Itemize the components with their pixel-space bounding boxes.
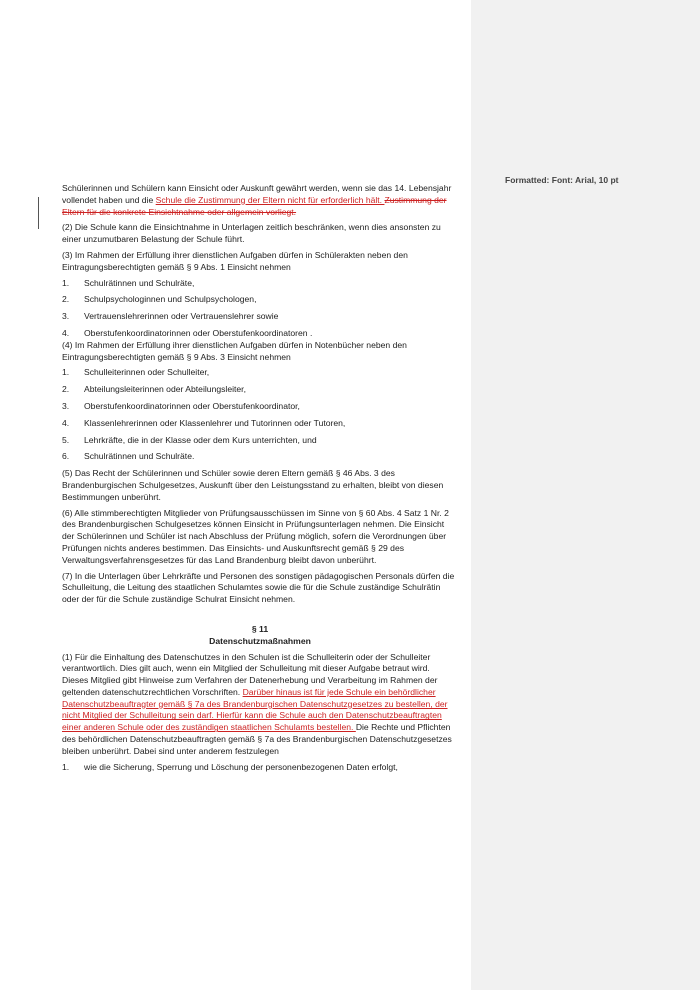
list-number: 4. xyxy=(62,417,70,428)
list-number: 6. xyxy=(62,451,70,462)
list-paragraph-3 xyxy=(62,278,458,340)
list-text: Oberstufenkoordinatorinnen oder Oberstufenkoordinator, xyxy=(84,400,300,411)
section-title: Datenschutzmaßnahmen xyxy=(209,635,311,646)
list-item xyxy=(62,294,458,306)
list-number: 2. xyxy=(62,384,70,395)
list-text: Schulrätinnen und Schulräte, xyxy=(84,277,195,288)
paragraph-5: (5) Das Recht der Schülerinnen und Schüler sowie deren Eltern gemäß § 46 Abs. 3 des Brandenburgischen Schulgesetzes, Auskunft über den Leistungsstand zu erhalten, bleibt von diesen Bestimmungen unberührt. xyxy=(62,468,444,502)
list-item xyxy=(62,311,458,323)
list-number: 5. xyxy=(62,434,70,445)
list-item xyxy=(62,278,458,290)
section-heading xyxy=(62,624,458,648)
section-text: (1) Für die Einhaltung des Datenschutzes in den Schulen ist die Schulleiterin oder der Schulleiter verantwortlich. Dies gilt auch, wenn ein Mitglied der Schulleitung mit dieser Aufgabe betraut wird. Dieses Mitglied gibt Hinweise zum Verfahren der Datenerhebung und Verarbeitung im Rahmen der geltenden datenschutzrechtlichen Vorschriften. xyxy=(62,651,438,697)
paragraph-6: (6) Alle stimmberechtigten Mitglieder von Prüfungsausschüssen im Sinne von § 60 Abs. 4 Satz 1 Nr. 2 des Brandenburgischen Schulgesetzes können Einsicht in Prüfungsunterlagen nehmen. Die Einsicht der Schülerinnen und Schüler ist nach Abschluss der Prüfung möglich, sofern die Verordnungen über Prüfungen nichts anderes bestimmen. Das Einsichts- und Auskunftsrecht gemäß § 29 des Verwaltungsverfahrensgesetzes für das Land Brandenburg bleibt davon unberührt. xyxy=(62,507,449,565)
document-body xyxy=(62,183,458,778)
paragraph-3: (3) Im Rahmen der Erfüllung ihrer dienstlichen Aufgaben dürfen in Schülerakten neben den Eintragungsberechtigten gemäß § 9 Abs. 1 Einsicht nehmen xyxy=(62,249,408,272)
list-text: Vertrauenslehrerinnen oder Vertrauenslehrer sowie xyxy=(84,311,279,322)
list-item xyxy=(62,328,458,340)
comment-margin-pane xyxy=(471,0,700,990)
list-text: Schulrätinnen und Schulräte. xyxy=(84,451,195,462)
list-item xyxy=(62,418,458,430)
change-bar xyxy=(38,197,39,229)
list-item xyxy=(62,384,458,396)
paragraph-11-1 xyxy=(62,652,458,758)
formatting-comment-label: Formatted: Font: Arial, 10 pt xyxy=(505,175,619,185)
list-text: Abteilungsleiterinnen oder Abteilungsleiter, xyxy=(84,384,246,395)
list-text: Schulpsychologinnen und Schulpsychologen, xyxy=(84,294,257,305)
tracked-insertion: Schule die Zustimmung der Eltern nicht für erforderlich hält. xyxy=(155,194,385,205)
list-number: 1. xyxy=(62,367,70,378)
list-number: 4. xyxy=(62,327,70,338)
list-number: 1. xyxy=(62,761,70,772)
intro-text: Schülerinnen und Schülern kann Einsicht oder Auskunft gewährt werden, wenn sie das 14. Lebensjahr vollendet haben und die xyxy=(62,183,452,205)
list-item xyxy=(62,451,458,463)
list-paragraph-4 xyxy=(62,367,458,463)
section-number: § 11 xyxy=(251,623,269,634)
list-number: 1. xyxy=(62,277,70,288)
list-text: Schulleiterinnen oder Schulleiter, xyxy=(84,367,210,378)
list-section-11 xyxy=(62,762,458,774)
list-item xyxy=(62,367,458,379)
list-number: 2. xyxy=(62,294,70,305)
list-text: Oberstufenkoordinatorinnen oder Oberstufenkoordinatoren . xyxy=(84,327,313,338)
section-text: Die Rechte und Pflichten des behördlichen Datenschutzbeauftragten gemäß § 7a des Brandenburgischen Datenschutzgesetzes bleiben unberührt. Dabei sind unter anderem festzulegen xyxy=(62,722,452,756)
list-item xyxy=(62,762,458,774)
list-number: 3. xyxy=(62,311,70,322)
list-text: Lehrkräfte, die in der Klasse oder dem Kurs unterrichten, und xyxy=(84,434,317,445)
list-number: 3. xyxy=(62,400,70,411)
tracked-deletion: Zustimmung der Eltern für die konkrete Einsichtnahme oder allgemein vorliegt. xyxy=(62,194,447,217)
paragraph-4: (4) Im Rahmen der Erfüllung ihrer dienstlichen Aufgaben dürfen in Notenbücher neben den Eintragungsberechtigten gemäß § 9 Abs. 3 Einsicht nehmen xyxy=(62,339,407,362)
list-item xyxy=(62,435,458,447)
list-text: wie die Sicherung, Sperrung und Löschung der personenbezogenen Daten erfolgt, xyxy=(84,761,398,772)
list-item xyxy=(62,401,458,413)
list-text: Klassenlehrerinnen oder Klassenlehrer und Tutorinnen oder Tutoren, xyxy=(84,417,346,428)
tracked-insertion: Darüber hinaus ist für jede Schule ein behördlicher Datenschutzbeauftragter gemäß § 7a des Brandenburgischen Datenschutzgesetzes zu bestellen, der nicht Mitglied der Schulleitung sein darf. Hierfür kann die Schule auch den Datenschutzbeauftragten einer anderen Schule oder des zuständigen staatlichen Schulamts bestellen. xyxy=(62,686,448,733)
paragraph-2: (2) Die Schule kann die Einsichtnahme in Unterlagen zeitlich beschränken, wenn dies ansonsten zu einer unzumutbaren Belastung der Schule führt. xyxy=(62,222,441,245)
paragraph-7: (7) In die Unterlagen über Lehrkräfte und Personen des sonstigen pädagogischen Personals dürfen die Schulleitung, die Leitung des staatlichen Schulamtes sowie die für die Schule zuständige Schulrätin oder der für die Schule zuständige Schulrat Einsicht nehmen. xyxy=(62,570,455,605)
paragraph-intro xyxy=(62,183,458,218)
